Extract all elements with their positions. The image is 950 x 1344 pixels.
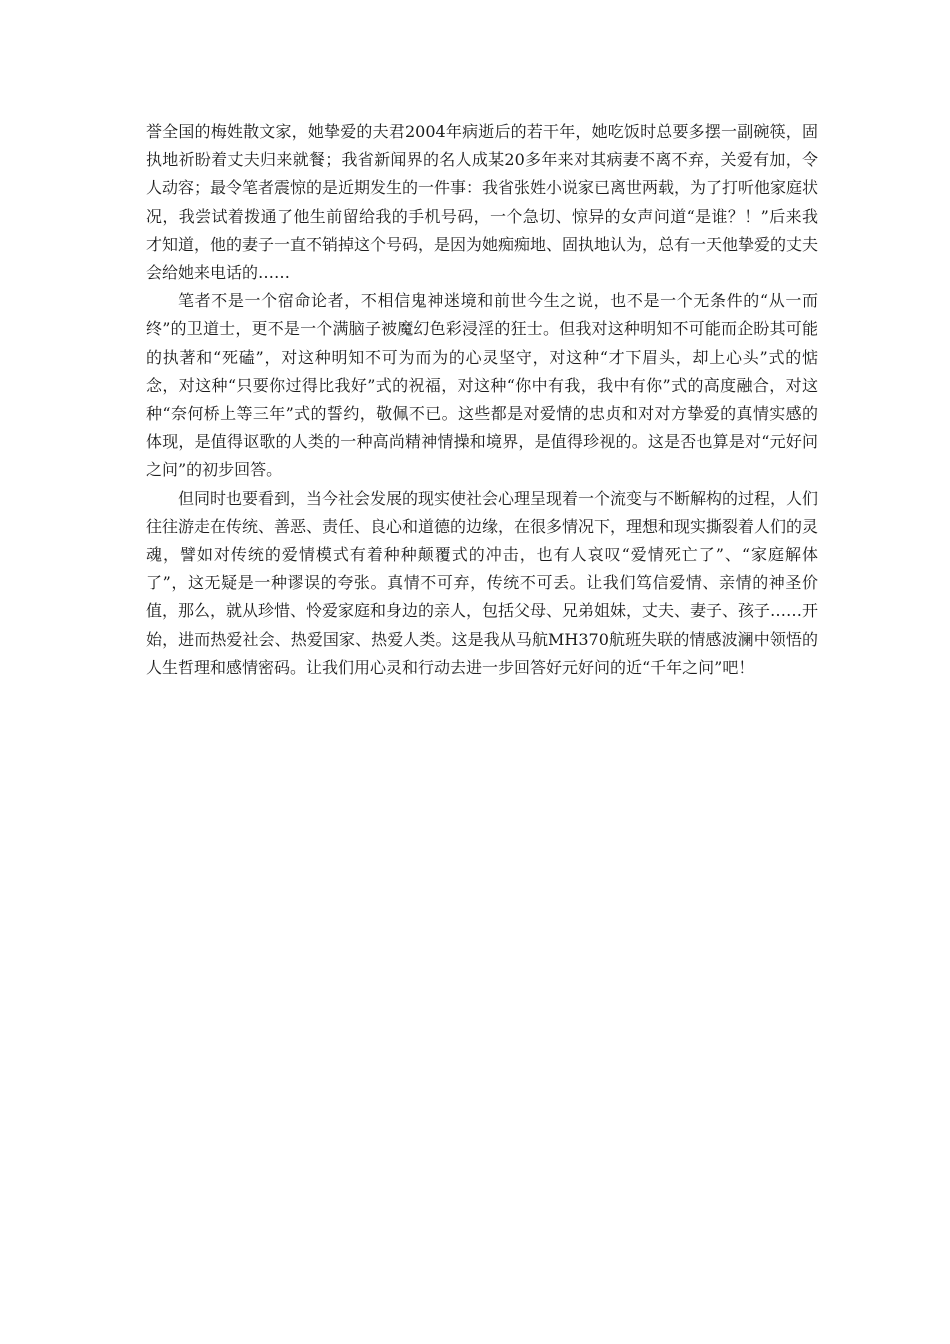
paragraph-2: 笔者不是一个宿命论者，不相信鬼神迷境和前世今生之说，也不是一个无条件的“从一而终”的卫道士，更不是一个满脑子被魔幻色彩浸淫的狂士。但我对这种明知不可能而企盼其可能的执著和“死磕”，对这种明知不可为而为的心灵坚守，对这种“才下眉头，却上心头”式的惦念，对这种“只要你过得比我好”式的祝福，对这种“你中有我，我中有你”式的高度融合，对这种“奈何桥上等三年”式的誓约，敬佩不已。这些都是对爱情的忠贞和对对方挚爱的真情实感的体现，是值得讴歌的人类的一种高尚精神情操和境界，是值得珍视的。这是否也算是对“元好问之问”的初步回答。 [146, 291, 818, 480]
paragraph-3: 但同时也要看到，当今社会发展的现实使社会心理呈现着一个流变与不断解构的过程，人们往往游走在传统、善恶、责任、良心和道德的边缘，在很多情况下，理想和现实撕裂着人们的灵魂，譬如对传统的爱情模式有着种种颠覆式的冲击，也有人哀叹“爱情死亡了”、“家庭解体了”，这无疑是一种谬误的夸张。真情不可弃，传统不可丢。让我们笃信爱情、亲情的神圣价值，那么，就从珍惜、怜爱家庭和身边的亲人，包括父母、兄弟姐妹，丈夫、妻子、孩子……开始，进而热爱社会、热爱国家、热爱人类。这是我从马航MH370航班失联的情感波澜中领悟的人生哲理和感情密码。让我们用心灵和行动去进一步回答好元好问的近“千年之问”吧！ [146, 488, 819, 677]
paragraph-1: 誉全国的梅姓散文家，她挚爱的夫君2004年病逝后的若干年，她吃饭时总要多摆一副碗筷，固执地祈盼着丈夫归来就餐；我省新闻界的名人成某20多年来对其病妻不离不弃，关爱有加，令人动容；最令笔者震惊的是近期发生的一件事：我省张姓小说家已离世两载，为了打听他家庭状况，我尝试着拨通了他生前留给我的手机号码，一个急切、惊异的女声问道“是谁？！”后来我才知道，他的妻子一直不销掉这个号码，是因为她痴痴地、固执地认为，总有一天他挚爱的丈夫会给她来电话的…… [146, 122, 819, 283]
article-body [146, 118, 818, 682]
